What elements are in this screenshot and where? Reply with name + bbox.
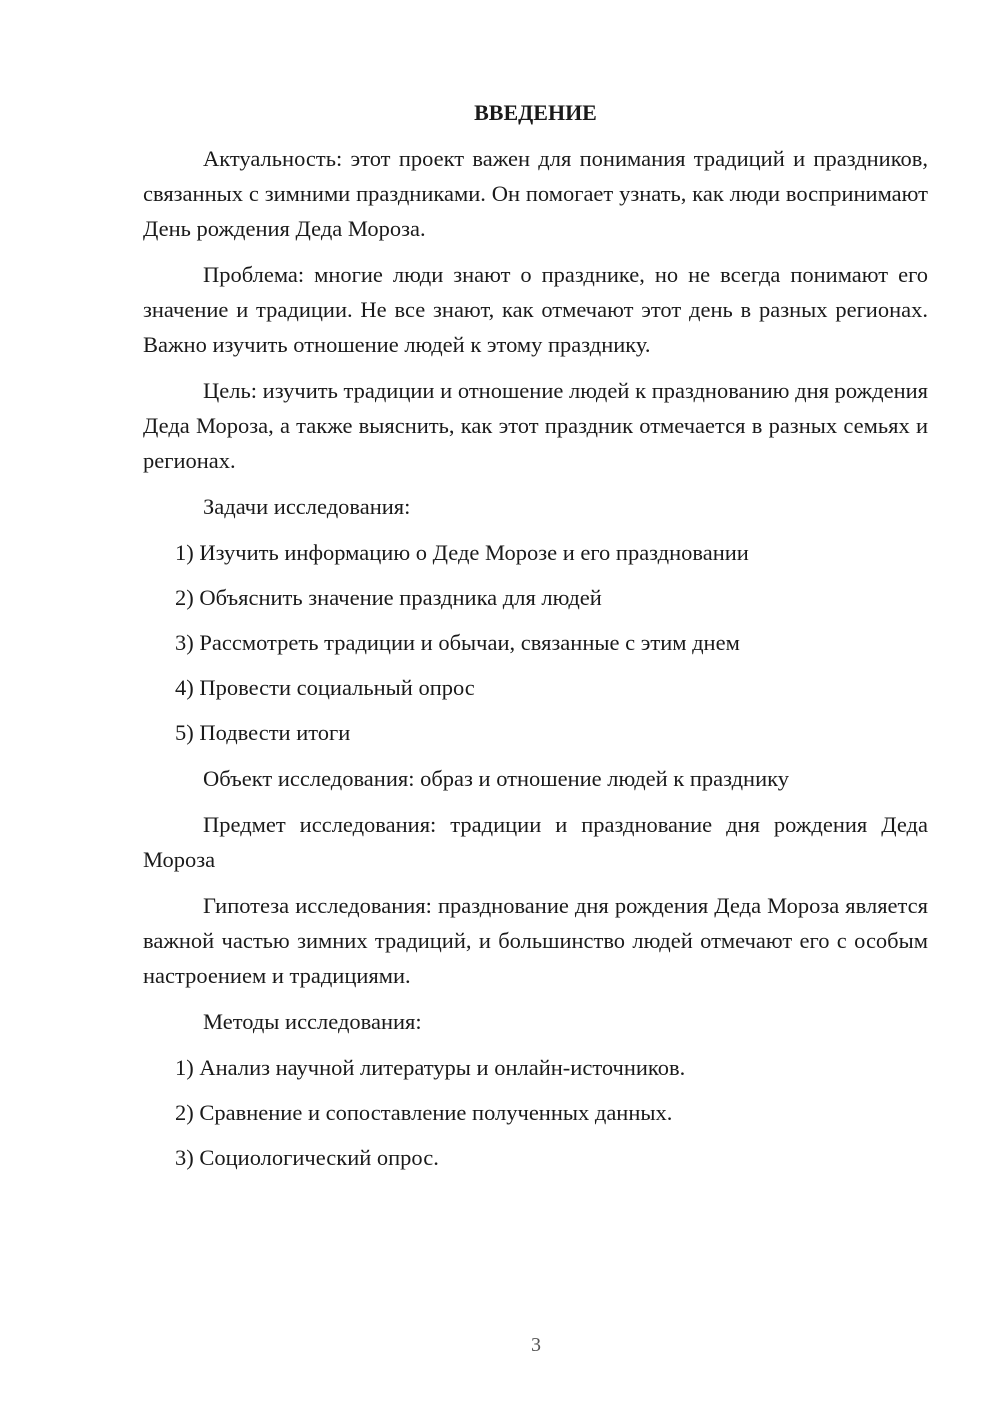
problem-paragraph: Проблема: многие люди знают о празднике, но не всегда понимают его значение и традиции. Не все знают, как отмечают этот день в разных регионах. Важно изучить отношение людей к этому празднику. — [143, 262, 928, 357]
task-item: 5) Подвести итоги — [175, 720, 351, 745]
tasks-list — [143, 535, 928, 750]
method-item: 3) Социологический опрос. — [175, 1145, 439, 1170]
object-paragraph: Объект исследования: образ и отношение людей к празднику — [203, 766, 789, 791]
section-title: ВВЕДЕНИЕ — [474, 100, 597, 125]
task-item: 2) Объяснить значение праздника для людей — [175, 585, 602, 610]
goal-paragraph: Цель: изучить традиции и отношение людей к празднованию дня рождения Деда Мороза, а также выяснить, как этот праздник отмечается в разных семьях и регионах. — [143, 378, 928, 473]
subject-paragraph: Предмет исследования: традиции и празднование дня рождения Деда Мороза — [143, 812, 928, 872]
method-item: 1) Анализ научной литературы и онлайн-источников. — [175, 1055, 686, 1080]
relevance-paragraph: Актуальность: этот проект важен для понимания традиций и праздников, связанных с зимними праздниками. Он помогает узнать, как люди воспринимают День рождения Деда Мороза. — [143, 146, 928, 241]
task-item: 3) Рассмотреть традиции и обычаи, связанные с этим днем — [175, 630, 740, 655]
methods-heading: Методы исследования: — [203, 1009, 422, 1034]
page-content — [143, 95, 928, 1186]
tasks-heading: Задачи исследования: — [203, 494, 411, 519]
page-number: 3 — [531, 1334, 541, 1356]
task-item: 4) Провести социальный опрос — [175, 675, 475, 700]
task-item: 1) Изучить информацию о Деде Морозе и его праздновании — [175, 540, 749, 565]
methods-list — [143, 1050, 928, 1175]
method-item: 2) Сравнение и сопоставление полученных данных. — [175, 1100, 673, 1125]
hypothesis-paragraph: Гипотеза исследования: празднование дня рождения Деда Мороза является важной частью зимних традиций, и большинство людей отмечают его с особым настроением и традициями. — [143, 893, 928, 988]
